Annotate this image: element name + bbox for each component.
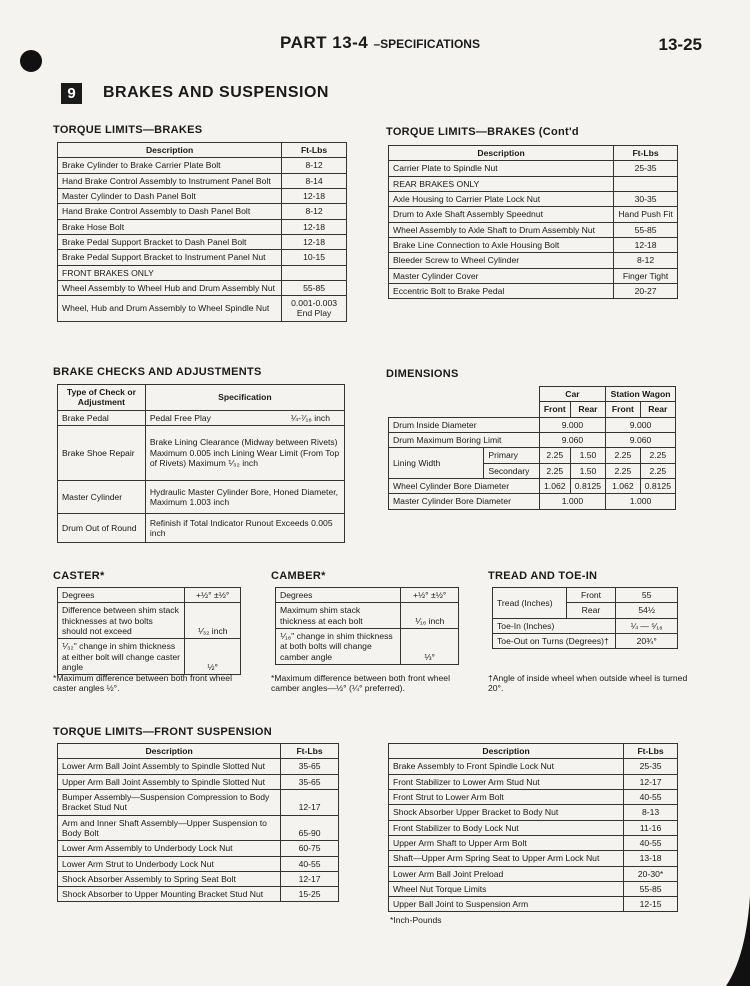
row-value: 8-12 [282,204,347,219]
row-description: Upper Arm Shaft to Upper Arm Bolt [389,835,624,850]
page-number: 13-25 [658,35,702,54]
col-header: Ft-Lbs [281,744,339,759]
row-value: 12-18 [282,234,347,249]
torque-front-table [57,743,339,902]
dimensions-title: DIMENSIONS [386,368,459,380]
row-description: Arm and Inner Shaft Assembly—Upper Suspension to Body Bolt [58,815,281,841]
table-row [58,280,347,295]
camber-note: *Maximum difference between both front wheel camber angles—½° (¼° preferred). [271,673,450,694]
col-header: Description [58,744,281,759]
row-description: Shaft—Upper Arm Spring Seat to Upper Arm Lock Nut [389,851,624,866]
table-row: Master Cylinder Bore Diameter 1.000 1.000 [389,494,676,509]
row-value: 8-12 [282,158,347,173]
row-value: 8-12 [614,253,678,268]
section-number: 9 [61,83,82,104]
row-description: Master Cylinder Cover [389,268,614,283]
torque-brakes-table [57,142,347,322]
row-description: FRONT BRAKES ONLY [58,265,282,280]
row-description: Brake Cylinder to Brake Carrier Plate Bolt [58,158,282,173]
row-value: 55-85 [624,881,678,896]
table-row [58,789,339,815]
camber-table [275,587,459,665]
torque-front-table-2 [388,743,678,912]
row-description: Hand Brake Control Assembly to Instrument Panel Bolt [58,173,282,188]
table-row [58,856,339,871]
row-value: 8-14 [282,173,347,188]
binder-hole [20,50,42,72]
table-row: Toe-Out on Turns (Degrees)† 20¾° [493,633,678,648]
table-row [58,173,347,188]
table-row [58,815,339,841]
row-value: 65-90 [281,815,339,841]
row-value: 10-15 [282,250,347,265]
row-description: Brake Pedal Support Bracket to Dash Panel Bolt [58,234,282,249]
row-description: Front Stabilizer to Lower Arm Stud Nut [389,774,624,789]
torque-brakes-cont-title: TORQUE LIMITS—BRAKES (Cont'd [386,126,579,138]
row-value: Hand Push Fit [614,207,678,222]
tread-title: TREAD AND TOE-IN [488,570,598,582]
table-row: Secondary 2.25 1.50 2.25 2.25 [389,463,676,478]
row-value: 20-30* [624,866,678,881]
row-description: Bleeder Screw to Wheel Cylinder [389,253,614,268]
row-value: 12-15 [624,897,678,912]
row-description: Wheel Nut Torque Limits [389,881,624,896]
row-value: 40-55 [281,856,339,871]
table-row [58,219,347,234]
table-row [389,222,678,237]
table-row [58,296,347,322]
table-row: Degrees +½° ±½° [276,588,459,603]
table-row: Lining Width Primary 2.25 1.50 2.25 2.25 [389,448,676,463]
row-value: Finger Tight [614,268,678,283]
caster-note: *Maximum difference between both front wheel caster angles ½°. [53,673,232,694]
row-description: Axle Housing to Carrier Plate Lock Nut [389,191,614,206]
table-row: Wheel Cylinder Bore Diameter 1.062 0.8125 1.062 0.8125 [389,478,676,493]
row-description: Brake Assembly to Front Spindle Lock Nut [389,759,624,774]
row-value: 35-65 [281,774,339,789]
caster-title: CASTER* [53,570,105,582]
table-row: Brake Shoe Repair Brake Lining Clearance (Midway between Rivets) Maximum 0.005 inch Lining Wear Limit (From Top of Rivets) Maximum ⅟₃₂ inch [58,425,345,480]
table-row: ⅟₁₆" change in shim thickness at both bolts will change camber angle ⅓° [276,628,459,664]
row-value: 12-17 [281,871,339,886]
table-row [58,774,339,789]
col-header: Ft-Lbs [624,744,678,759]
table-row [389,237,678,252]
table-row: ⅟₃₂" change in shim thickness at either bolt will change caster angle ½° [58,639,241,675]
col-header: Description [58,143,282,158]
row-value: 25-35 [614,161,678,176]
col-header-type: Type of Check or Adjustment [58,385,146,411]
table-row [389,851,678,866]
table-row: Degrees +½° ±½° [58,588,241,603]
row-value: 12-17 [624,774,678,789]
inch-pounds-note: *Inch-Pounds [390,915,442,925]
row-description: Lower Arm Assembly to Underbody Lock Nut [58,841,281,856]
row-value: 55-85 [282,280,347,295]
row-description: Front Strut to Lower Arm Bolt [389,789,624,804]
row-description: Upper Ball Joint to Suspension Arm [389,897,624,912]
row-value: 40-55 [624,835,678,850]
row-description: Brake Line Connection to Axle Housing Bolt [389,237,614,252]
table-row: Drum Inside Diameter 9.000 9.000 [389,417,676,432]
row-value [282,265,347,280]
table-row: Toe-In (Inches) ¼ — ⁵⁄₁₆ [493,618,678,633]
row-value: 8-13 [624,805,678,820]
row-description: Shock Absorber Upper Bracket to Body Nut [389,805,624,820]
tread-table [492,587,678,649]
dimensions-table: Car Station Wagon Front Rear Front Rear Drum Inside Diameter 9.000 9.000 Drum Maximum Boring Limit 9.060 9.060 Lining Width Primary 2.25 1.50 2.25 2.25 Secondary 2.25 1.50 2.25 2.25 Wheel Cylinder Bore Diameter 1.062 0.8125 1.062 0.8125 Master Cylinder Bore Diameter 1.000 1.000 [388,386,676,510]
table-row [389,759,678,774]
table-row: Master Cylinder Hydraulic Master Cylinder Bore, Honed Diameter, Maximum 1.003 inch [58,480,345,513]
table-row: Maximum shim stack thickness at each bolt ⅟₁₆ inch [276,603,459,629]
col-header: Description [389,744,624,759]
caster-table [57,587,241,675]
row-value: 20-27 [614,283,678,298]
row-value: 15-25 [281,887,339,902]
table-row [58,265,347,280]
torque-front-title: TORQUE LIMITS—FRONT SUSPENSION [53,726,273,738]
table-row [58,887,339,902]
torque-brakes-title: TORQUE LIMITS—BRAKES [53,124,203,136]
table-row [389,161,678,176]
table-row [389,283,678,298]
row-description: Shock Absorber to Upper Mounting Bracket Stud Nut [58,887,281,902]
table-row: Brake Pedal Pedal Free Play ¼-⁷⁄₁₆ inch [58,410,345,425]
row-description: REAR BRAKES ONLY [389,176,614,191]
table-row: Drum Maximum Boring Limit 9.060 9.060 [389,432,676,447]
table-row [58,871,339,886]
table-row [389,866,678,881]
col-header: Ft-Lbs [282,143,347,158]
table-row [389,881,678,896]
row-description: Lower Arm Ball Joint Assembly to Spindle Slotted Nut [58,759,281,774]
row-value: 12-18 [282,188,347,203]
row-description: Hand Brake Control Assembly to Dash Panel Bolt [58,204,282,219]
page-corner-shadow [726,896,750,986]
table-row [389,805,678,820]
table-row [389,191,678,206]
page-header: PART 13-4 –SPECIFICATIONS [280,33,480,52]
row-description: Wheel, Hub and Drum Assembly to Wheel Spindle Nut [58,296,282,322]
tread-note: †Angle of inside wheel when outside wheel is turned 20°. [488,673,688,694]
row-value: 35-65 [281,759,339,774]
row-value: 11-16 [624,820,678,835]
row-description: Wheel Assembly to Axle Shaft to Drum Assembly Nut [389,222,614,237]
row-description: Front Stabilizer to Body Lock Nut [389,820,624,835]
table-row [389,820,678,835]
table-row: Difference between shim stack thicknesses at two bolts should not exceed ⅟₃₂ inch [58,603,241,639]
row-value [614,176,678,191]
row-value: 12-17 [281,789,339,815]
row-value: 55-85 [614,222,678,237]
table-row [389,789,678,804]
row-value: 30-35 [614,191,678,206]
table-row: Rear 54½ [493,603,678,618]
row-description: Drum to Axle Shaft Assembly Speednut [389,207,614,222]
camber-title: CAMBER* [271,570,326,582]
col-header-spec: Specification [145,385,344,411]
section-title: BRAKES AND SUSPENSION [103,84,329,101]
table-row [58,204,347,219]
row-value: 13-18 [624,851,678,866]
row-value: 0.001-0.003 End Play [282,296,347,322]
row-description: Brake Hose Bolt [58,219,282,234]
brake-checks-table [57,384,345,543]
table-row: Tread (Inches) Front 55 [493,588,678,603]
table-row [58,158,347,173]
row-description: Lower Arm Ball Joint Preload [389,866,624,881]
table-row [58,759,339,774]
row-value: 40-55 [624,789,678,804]
torque-brakes-cont-table [388,145,678,299]
row-value: 12-18 [282,219,347,234]
col-header: Description [389,146,614,161]
table-row [389,268,678,283]
table-row [58,841,339,856]
row-description: Upper Arm Ball Joint Assembly to Spindle Slotted Nut [58,774,281,789]
row-description: Master Cylinder to Dash Panel Bolt [58,188,282,203]
row-description: Shock Absorber Assembly to Spring Seat Bolt [58,871,281,886]
row-value: 60-75 [281,841,339,856]
row-description: Eccentric Bolt to Brake Pedal [389,283,614,298]
table-row [389,774,678,789]
table-row [58,234,347,249]
row-description: Lower Arm Strut to Underbody Lock Nut [58,856,281,871]
row-value: 25-35 [624,759,678,774]
table-row [58,250,347,265]
table-row [58,188,347,203]
table-row: Drum Out of Round Refinish if Total Indicator Runout Exceeds 0.005 inch [58,513,345,542]
row-description: Brake Pedal Support Bracket to Instrument Panel Nut [58,250,282,265]
table-row [389,897,678,912]
brake-checks-title: BRAKE CHECKS AND ADJUSTMENTS [53,366,262,378]
row-description: Carrier Plate to Spindle Nut [389,161,614,176]
col-header: Ft-Lbs [614,146,678,161]
table-row [389,207,678,222]
table-row [389,835,678,850]
row-description: Bumper Assembly—Suspension Compression to Body Bracket Stud Nut [58,789,281,815]
row-description: Wheel Assembly to Wheel Hub and Drum Assembly Nut [58,280,282,295]
table-row [389,176,678,191]
table-row [389,253,678,268]
row-value: 12-18 [614,237,678,252]
